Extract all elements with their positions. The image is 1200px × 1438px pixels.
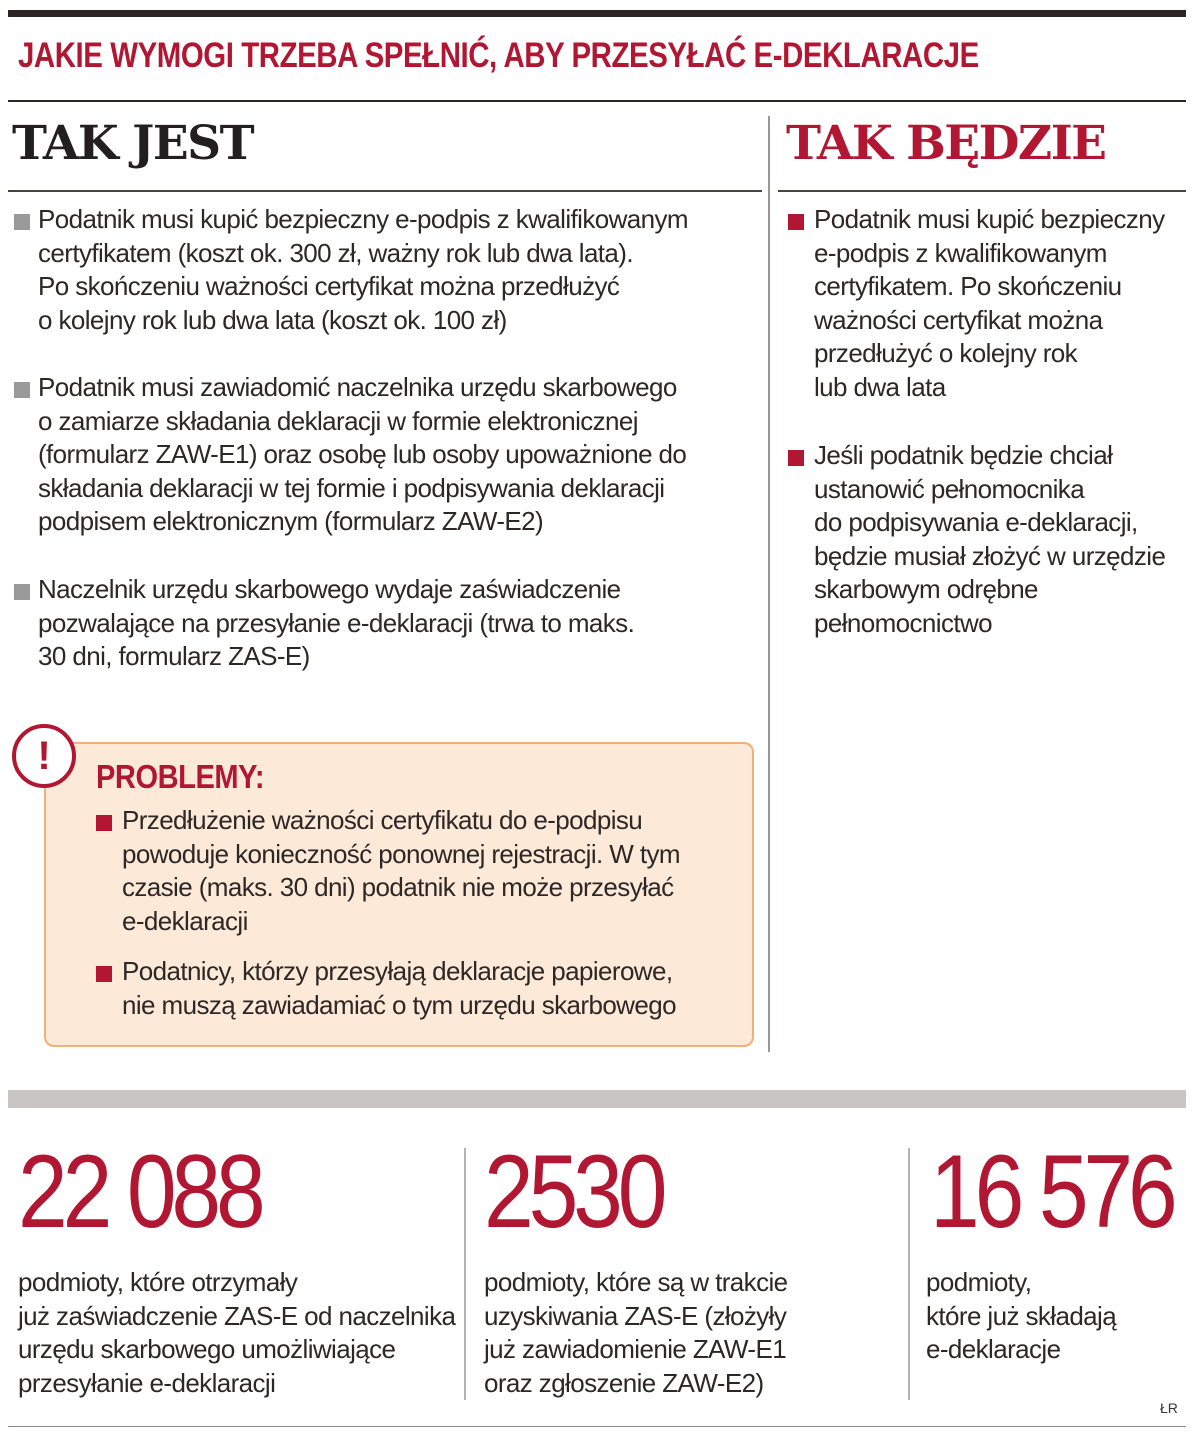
right-heading-rule: [778, 190, 1186, 192]
gray-bullet-icon: [14, 382, 30, 398]
gray-bullet-icon: [14, 214, 30, 230]
list-item: Jeśli podatnik będzie chciał ustanowić pełnomocnika do podpisywania e-deklaracji, będzie musiał złożyć w urzędzie skarbowym odrębne pełnomocnictwo: [814, 440, 1166, 638]
stat-value-issued: 22 088: [18, 1134, 261, 1250]
list-item: Podatnik musi kupić bezpieczny e-podpis z kwalifikowanym certyfikatem (koszt ok. 300 zł, ważny rok lub dwa lata). Po skończeniu ważności certyfikat można przedłużyć o kolejny rok lub dwa lata (koszt ok. 100 zł): [38, 204, 688, 335]
bottom-rule: [8, 1426, 1186, 1427]
heading-tak-jest: TAK JEST: [12, 116, 254, 171]
problem-item: Podatnicy, którzy przesyłają deklaracje papierowe, nie muszą zawiadamiać o tym urzędu skarbowego: [122, 956, 676, 1020]
list-item: Podatnik musi zawiadomić naczelnika urzędu skarbowego o zamiarze składania deklaracji w formie elektronicznej (formularz ZAW-E1) oraz osobę lub osoby upoważnione do składania deklaracji w tej formie i podpisywania deklaracji podpisem elektronicznym (formularz ZAW-E2): [38, 372, 687, 536]
left-heading-rule: [8, 190, 762, 192]
stat-value-filing: 16 576: [930, 1134, 1173, 1250]
stat-text-pending: podmioty, które są w trakcie uzyskiwania ZAS-E (złożyły już zawiadomienie ZAW-E1 oraz zgłoszenie ZAW-E2): [484, 1267, 788, 1398]
problems-title: PROBLEMY:: [96, 758, 265, 795]
column-divider: [768, 116, 770, 1052]
exclamation-icon: !: [12, 724, 76, 788]
top-rule: [8, 10, 1186, 17]
stat-text-issued: podmioty, które otrzymały już zaświadczenie ZAS-E od naczelnika urzędu skarbowego umożliwiające przesyłanie e-deklaracji: [18, 1267, 456, 1398]
author-credit: ŁR: [1160, 1400, 1178, 1416]
page-title: JAKIE WYMOGI TRZEBA SPEŁNIĆ, ABY PRZESYŁAĆ E-DEKLARACJE: [18, 36, 979, 75]
stat-divider: [464, 1148, 466, 1400]
stat-value-pending: 2530: [484, 1134, 663, 1250]
problem-item: Przedłużenie ważności certyfikatu do e-podpisu powoduje konieczność ponownej rejestracji. W tym czasie (maks. 30 dni) podatnik nie może przesyłać e-deklaracji: [122, 805, 680, 936]
stats-band: [8, 1090, 1186, 1108]
stat-divider: [908, 1148, 910, 1400]
red-bullet-icon: [96, 966, 112, 982]
title-rule: [8, 100, 1186, 102]
gray-bullet-icon: [14, 584, 30, 600]
list-item: Naczelnik urzędu skarbowego wydaje zaświadczenie pozwalające na przesyłanie e-deklaracji (trwa to maks. 30 dni, formularz ZAS-E): [38, 574, 635, 671]
red-bullet-icon: [788, 214, 804, 230]
red-bullet-icon: [788, 450, 804, 466]
red-bullet-icon: [96, 815, 112, 831]
stat-text-filing: podmioty, które już składają e-deklaracje: [926, 1267, 1117, 1364]
heading-tak-bedzie: TAK BĘDZIE: [786, 116, 1106, 171]
list-item: Podatnik musi kupić bezpieczny e-podpis z kwalifikowanym certyfikatem. Po skończeniu ważności certyfikat można przedłużyć o kolejny rok lub dwa lata: [814, 204, 1165, 402]
